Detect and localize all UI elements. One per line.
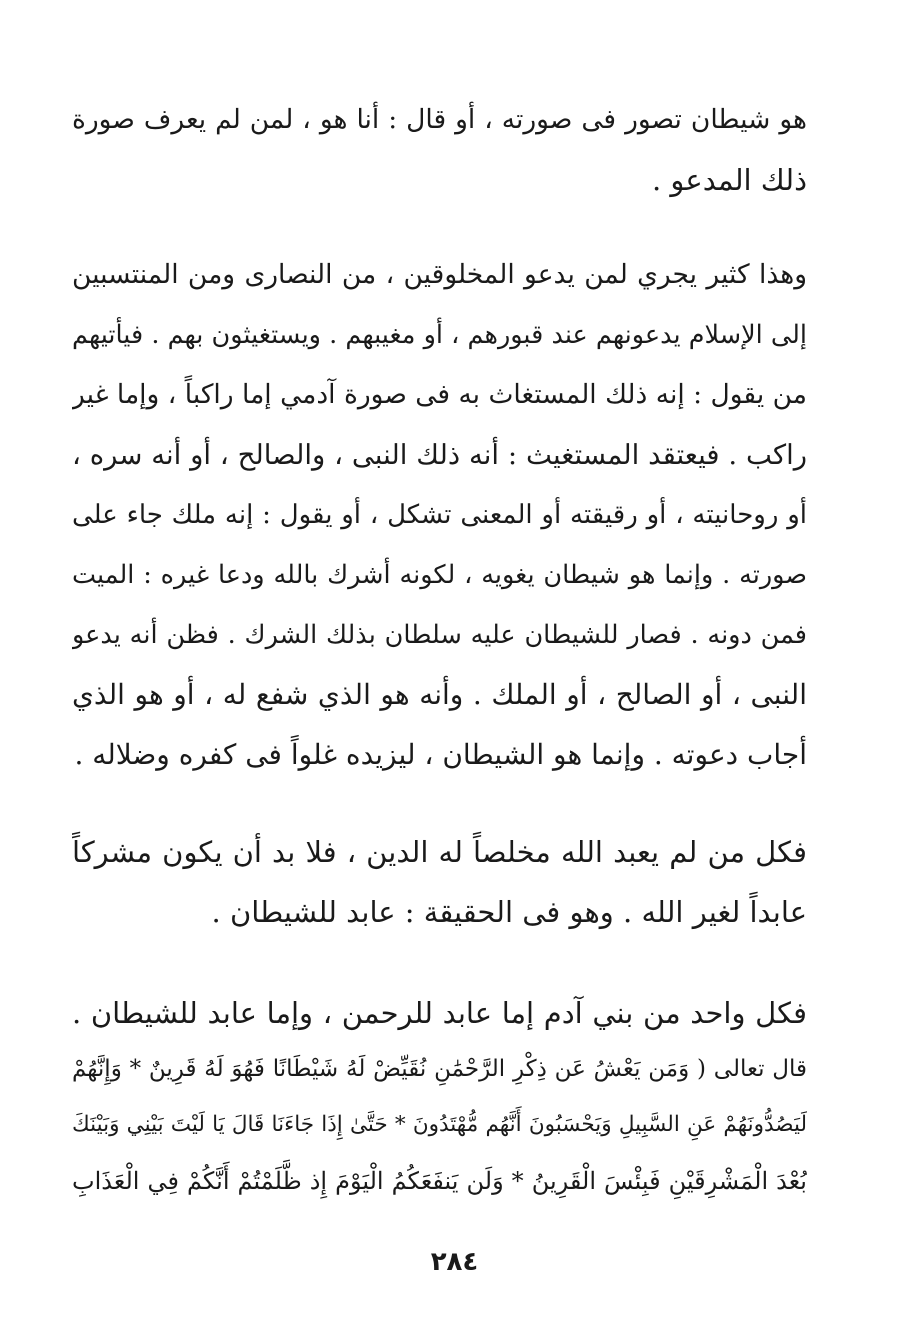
text-line: أو روحانيته ، أو رقيقته أو المعنى تشكل ، أو يقول : إنه ملك جاء على xyxy=(72,500,807,530)
page-number: ٢٨٤ xyxy=(430,1247,479,1277)
text-line: فمن دونه . فصار للشيطان عليه سلطان بذلك الشرك . فظن أنه يدعو xyxy=(72,620,807,650)
text-line: صورته . وإنما هو شيطان يغويه ، لكونه أشرك بالله ودعا غيره : الميت xyxy=(72,560,807,590)
paragraph-2 xyxy=(72,245,807,785)
text-line: هو شيطان تصور فى صورته ، أو قال : أنا هو ، لمن لم يعرف صورة xyxy=(72,104,807,135)
text-line: عابداً لغير الله . وهو فى الحقيقة : عابد للشيطان . xyxy=(211,895,807,929)
text-line: أجاب دعوته . وإنما هو الشيطان ، ليزيده غلواً فى كفره وضلاله . xyxy=(74,738,807,771)
paragraph-3 xyxy=(72,822,807,942)
quran-verse-line: لَيَصُدُّونَهُمْ عَنِ السَّبِيلِ وَيَحْسَبُونَ أَنَّهُم مُّهْتَدُونَ * حَتَّىٰ إِذَا جَاءَنَا قَالَ يَا لَيْتَ بَيْنِي وَبَيْنَكَ xyxy=(72,1112,807,1137)
text-line: النبى ، أو الصالح ، أو الملك . وأنه هو الذي شفع له ، أو هو الذي xyxy=(72,678,807,711)
text-line: فكل من لم يعبد الله مخلصاً له الدين ، فلا بد أن يكون مشركاً xyxy=(72,835,807,869)
text-line: راكب . فيعتقد المستغيث : أنه ذلك النبى ، والصالح ، أو أنه سره ، xyxy=(72,439,807,471)
paragraph-1 xyxy=(72,90,807,210)
text-line: فكل واحد من بني آدم إما عابد للرحمن ، وإما عابد للشيطان . xyxy=(72,996,807,1030)
text-line: من يقول : إنه ذلك المستغاث به فى صورة آدمي إما راكباً ، وإما غير xyxy=(72,379,807,410)
text-line: وهذا كثير يجري لمن يدعو المخلوقين ، من النصارى ومن المنتسبين xyxy=(72,259,807,290)
paragraph-4 xyxy=(72,985,807,1209)
quran-verse-line: قال تعالى ( وَمَن يَعْشُ عَن ذِكْرِ الرَّحْمَٰنِ نُقَيِّضْ لَهُ شَيْطَانًا فَهُوَ لَهُ قَرِينٌ * وَإِنَّهُمْ xyxy=(72,1056,807,1082)
text-line: ذلك المدعو . xyxy=(651,163,807,197)
text-line: إلى الإسلام يدعونهم عند قبورهم ، أو مغيبهم . ويستغيثون بهم . فيأتيهم xyxy=(72,320,807,350)
quran-verse-line: بُعْدَ الْمَشْرِقَيْنِ فَبِئْسَ الْقَرِينُ * وَلَن يَنفَعَكُمُ الْيَوْمَ إِذ ظَّلَمْتُمْ أَنَّكُمْ فِي الْعَذَابِ xyxy=(72,1167,807,1195)
